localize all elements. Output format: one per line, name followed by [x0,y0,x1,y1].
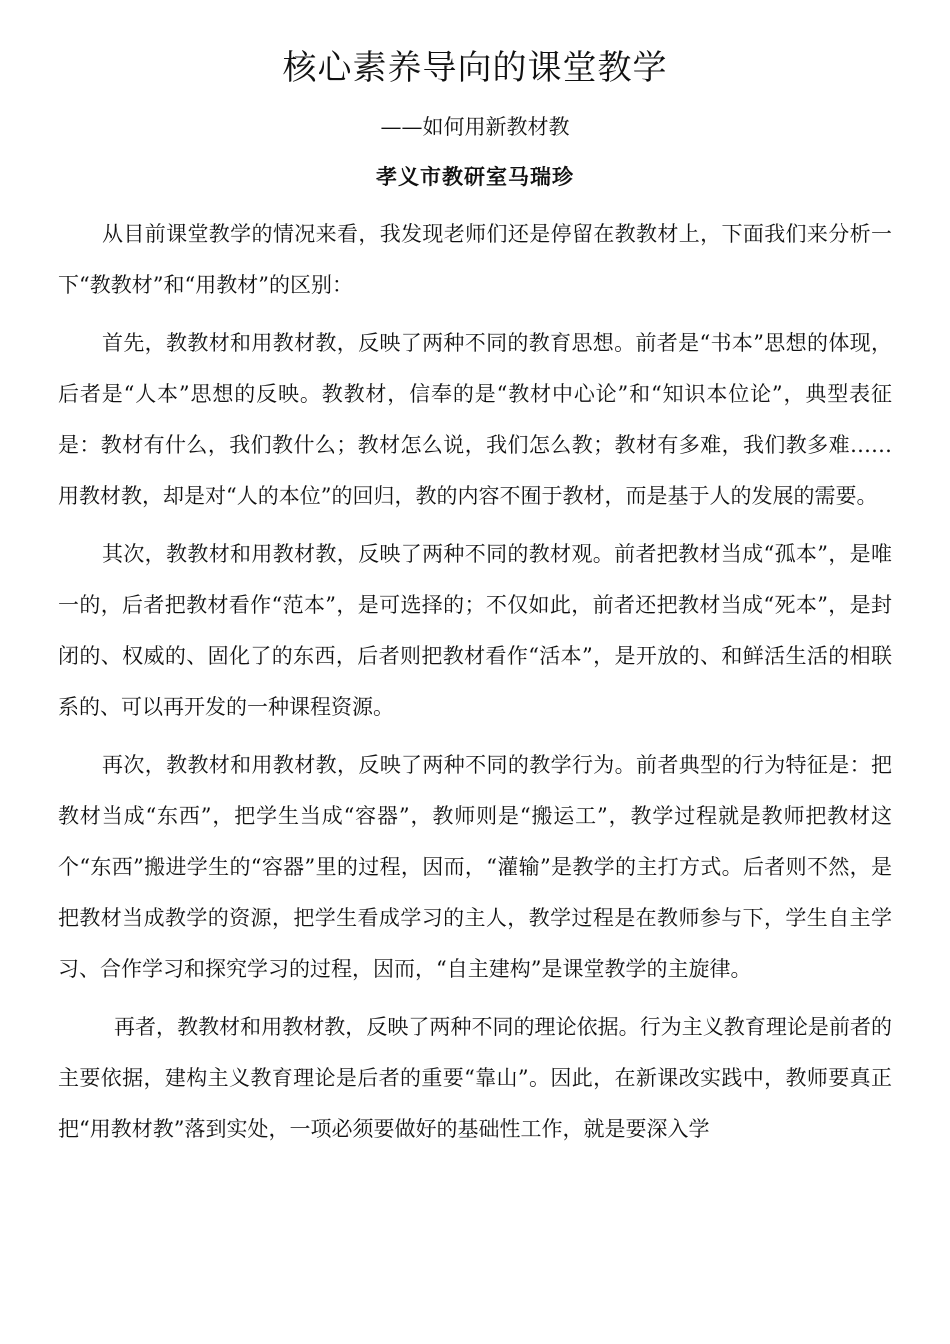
paragraph-third: 再次，教教材和用教材教，反映了两种不同的教学行为。前者典型的行为特征是：把教材当成“东西”，把学生当成“容器”，教师则是“搬运工”，教学过程就是教师把教材这个“东西”搬进学生的“容器”里的过程，因而，“灌输”是教学的主打方式。后者则不然，是把教材当成教学的资源，把学生看成学习的主人，教学过程是在教师参与下，学生自主学习、合作学习和探究学习的过程，因而，“自主建构”是课堂教学的主旋律。 [58,753,892,981]
document-title: 核心素养导向的课堂教学 [282,48,668,88]
paragraph-intro: 从目前课堂教学的情况来看，我发现老师们还是停留在教教材上，下面我们来分析一下“教教材”和“用教材”的区别： [58,222,892,297]
document-subtitle: ——如何用新教材教 [380,115,570,139]
document-body [58,209,892,1162]
paragraph-fourth: 再者，教教材和用教材教，反映了两种不同的理论依据。行为主义教育理论是前者的主要依据，建构主义教育理论是后者的重要“靠山”。因此，在新课改实践中，教师要真正把“用教材教”落到实处，一项必须要做好的基础性工作，就是要深入学 [58,1015,892,1141]
paragraph-first: 首先，教教材和用教材教，反映了两种不同的教育思想。前者是“书本”思想的体现，后者是“人本”思想的反映。教教材，信奉的是“教材中心论”和“知识本位论”，典型表征是：教材有什么，我们教什么；教材怎么说，我们怎么教；教材有多难，我们教多难……用教材教，却是对“人的本位”的回归，教的内容不囿于教材，而是基于人的发展的需要。 [58,331,892,508]
document-author: 孝义市教研室马瑞珍 [376,164,574,189]
paragraph-second: 其次，教教材和用教材教，反映了两种不同的教材观。前者把教材当成“孤本”，是唯一的，后者把教材看作“范本”，是可选择的；不仅如此，前者还把教材当成“死本”，是封闭的、权威的、固化了的东西，后者则把教材看作“活本”，是开放的、和鲜活生活的相联系的、可以再开发的一种课程资源。 [58,542,892,719]
